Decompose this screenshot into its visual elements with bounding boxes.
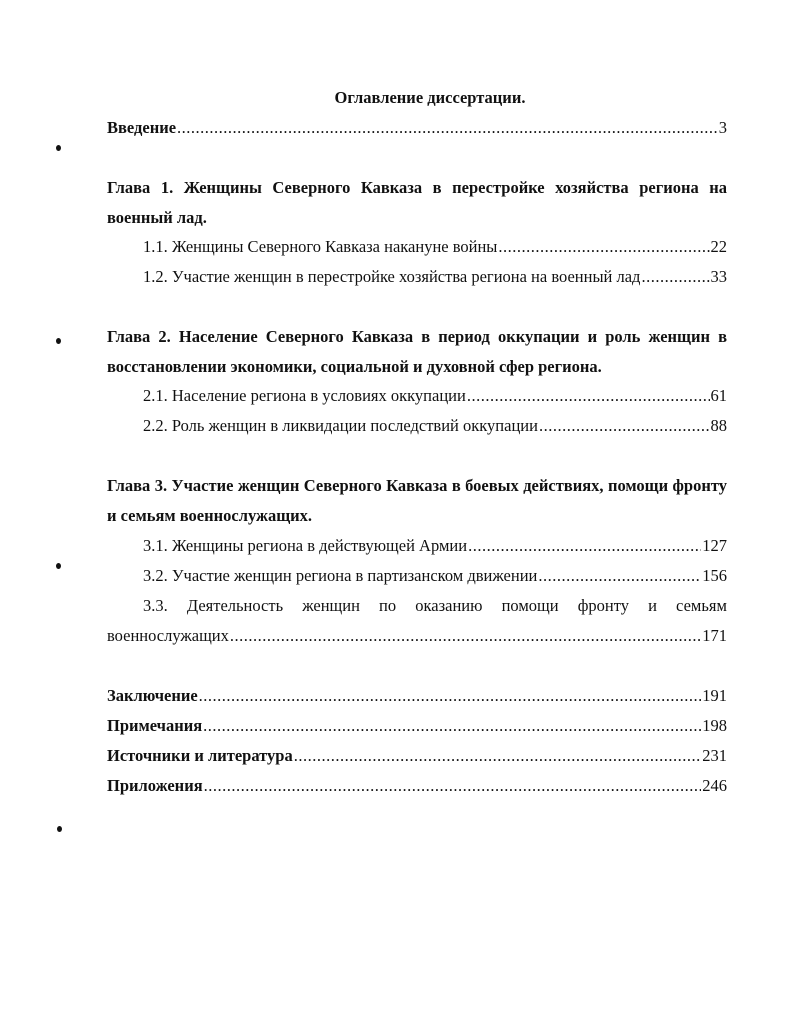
dot-leader [294, 746, 702, 766]
binding-mark [56, 145, 61, 151]
toc-entry-1-1 [143, 237, 727, 257]
toc-entry-label: Источники и литература [107, 746, 293, 765]
dot-leader [230, 626, 701, 646]
word: и [648, 596, 657, 615]
toc-page-number: 246 [702, 776, 727, 795]
toc-page-number: 231 [702, 746, 727, 765]
toc-page-number: 61 [710, 386, 727, 405]
chapter-3-heading: Глава 3. Участие женщин Северного Кавказа в боевых действиях, помощи фронту и семьям военнослужащих. [107, 476, 727, 525]
toc-entry-label: Примечания [107, 716, 203, 735]
toc-title: Оглавление диссертации. [334, 88, 526, 107]
word: семьям [676, 596, 727, 615]
toc-entry-1-2 [143, 267, 727, 287]
dot-leader [199, 686, 702, 706]
binding-mark [56, 563, 61, 569]
toc-entry-label: Введение [107, 118, 177, 137]
toc-page-number: 88 [710, 416, 727, 435]
word: 3.3. [143, 596, 168, 615]
dot-leader [177, 118, 718, 138]
toc-page-number: 156 [702, 566, 727, 585]
toc-page-number: 198 [702, 716, 727, 735]
word: оказанию [415, 596, 483, 615]
toc-entry-label: 2.1. Население региона в условиях оккупации [143, 386, 466, 405]
toc-entry-3-1 [143, 536, 727, 556]
toc-entry-3-3-line1 [143, 596, 727, 616]
toc-entry-label: 2.2. Роль женщин в ликвидации последствий оккупации [143, 416, 538, 435]
word: помощи [501, 596, 559, 615]
toc-entry-label: 3.2. Участие женщин региона в партизанском движении [143, 566, 538, 585]
word: по [379, 596, 397, 615]
toc-entry-label: 1.2. Участие женщин в перестройке хозяйства региона на военный лад [143, 267, 641, 286]
dot-leader [203, 716, 701, 736]
toc-entry-label: 1.1. Женщины Северного Кавказа накануне войны [143, 237, 498, 256]
toc-page-number: 3 [718, 118, 727, 137]
toc-entry-label: 3.1. Женщины региона в действующей Армии [143, 536, 468, 555]
toc-entry-label: военнослужащих [107, 626, 229, 645]
toc-entry-label: Приложения [107, 776, 203, 795]
toc-entry-3-2 [143, 566, 727, 586]
dot-leader [538, 566, 701, 586]
toc-page-number: 22 [710, 237, 727, 256]
binding-mark [57, 826, 62, 832]
toc-entry-intro [107, 118, 727, 138]
binding-mark [56, 338, 61, 344]
toc-page-number: 191 [702, 686, 727, 705]
dot-leader [641, 267, 709, 287]
toc-entry-label: Заключение [107, 686, 198, 705]
word: Деятельность [186, 596, 284, 615]
dot-leader [467, 386, 710, 406]
toc-page-number: 171 [702, 626, 727, 645]
toc-entry-2-1 [143, 386, 727, 406]
word: фронту [577, 596, 629, 615]
toc-entry-notes [107, 716, 727, 736]
toc-page-number: 33 [710, 267, 727, 286]
chapter-1-heading: Глава 1. Женщины Северного Кавказа в перестройке хозяйства региона на военный лад. [107, 178, 727, 227]
toc-page-number: 127 [702, 536, 727, 555]
dot-leader [204, 776, 702, 796]
toc-entry-conclusion [107, 686, 727, 706]
dot-leader [539, 416, 710, 436]
chapter-2-heading: Глава 2. Население Северного Кавказа в период оккупации и роль женщин в восстановлении экономики, социальной и духовной сфер региона. [107, 327, 727, 376]
toc-entry-sources [107, 746, 727, 766]
dot-leader [498, 237, 709, 257]
dot-leader [468, 536, 701, 556]
toc-entry-2-2 [143, 416, 727, 436]
toc-entry-appendices [107, 776, 727, 796]
toc-entry-3-3-line2 [107, 626, 727, 646]
word: женщин [302, 596, 360, 615]
